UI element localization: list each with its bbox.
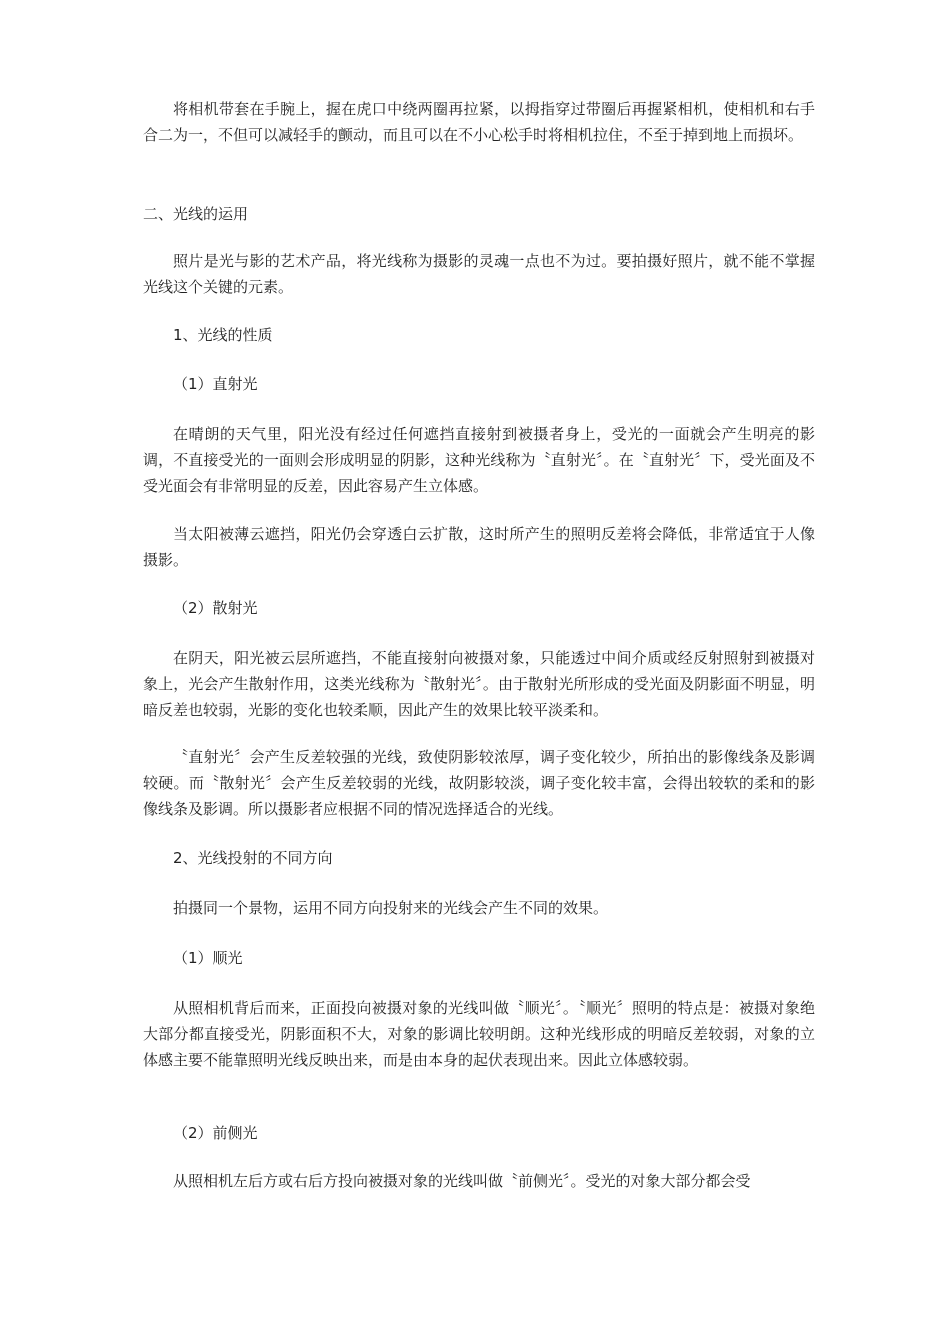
paragraph-direct-light: 在晴朗的天气里，阳光没有经过任何遮挡直接射到被摄者身上，受光的一面就会产生明亮的影调，不直接受光的一面则会形成明显的阴影，这种光线称为〝直射光〞。在〝直射光〞下，受光面及不受光面会有非常明显的反差，因此容易产生立体感。 [143,425,815,495]
item-heading-front-light: （1）顺光 [173,949,243,967]
paragraph-direction-intro: 拍摄同一个景物，运用不同方向投射来的光线会产生不同的效果。 [173,899,609,917]
paragraph-diffuse-light: 在阴天，阳光被云层所遮挡，不能直接射向被摄对象，只能透过中间介质或经反射照射到被摄对象上，光会产生散射作用，这类光线称为〝散射光〞。由于散射光所形成的受光面及阴影面不明显，明暗反差也较弱，光影的变化也较柔顺，因此产生的效果比较平淡柔和。 [143,649,815,719]
item-heading-direct-light: （1）直射光 [173,375,258,393]
subsection-heading-light-direction: 2、光线投射的不同方向 [173,849,333,867]
subsection-heading-light-nature: 1、光线的性质 [173,326,273,344]
paragraph-camera-strap: 将相机带套在手腕上，握在虎口中绕两圈再拉紧，以拇指穿过带圈后再握紧相机，使相机和右手合二为一，不但可以减轻手的颤动，而且可以在不小心松手时将相机拉住，不至于掉到地上而损坏。 [143,100,815,144]
paragraph-light-intro: 照片是光与影的艺术产品，将光线称为摄影的灵魂一点也不为过。要拍摄好照片，就不能不掌握光线这个关键的元素。 [143,252,815,296]
item-heading-front-side-light: （2）前侧光 [173,1124,258,1142]
paragraph-thin-cloud: 当太阳被薄云遮挡，阳光仍会穿透白云扩散，这时所产生的照明反差将会降低，非常适宜于人像摄影。 [143,525,815,569]
paragraph-front-side-light: 从照相机左后方或右后方投向被摄对象的光线叫做〝前侧光〞。受光的对象大部分都会受 [173,1172,751,1190]
section-heading-light-usage: 二、光线的运用 [143,205,249,223]
paragraph-front-light: 从照相机背后而来，正面投向被摄对象的光线叫做〝顺光〞。〝顺光〞照明的特点是：被摄对象绝大部分都直接受光，阴影面积不大，对象的影调比较明朗。这种光线形成的明暗反差较弱，对象的立体感主要不能靠照明光线反映出来，而是由本身的起伏表现出来。因此立体感较弱。 [143,999,815,1069]
paragraph-direct-vs-diffuse: 〝直射光〞会产生反差较强的光线，致使阴影较浓厚，调子变化较少，所拍出的影像线条及影调较硬。而〝散射光〞会产生反差较弱的光线，故阴影较淡，调子变化较丰富，会得出较软的柔和的影像线条及影调。所以摄影者应根据不同的情况选择适合的光线。 [143,748,815,818]
item-heading-diffuse-light: （2）散射光 [173,599,258,617]
